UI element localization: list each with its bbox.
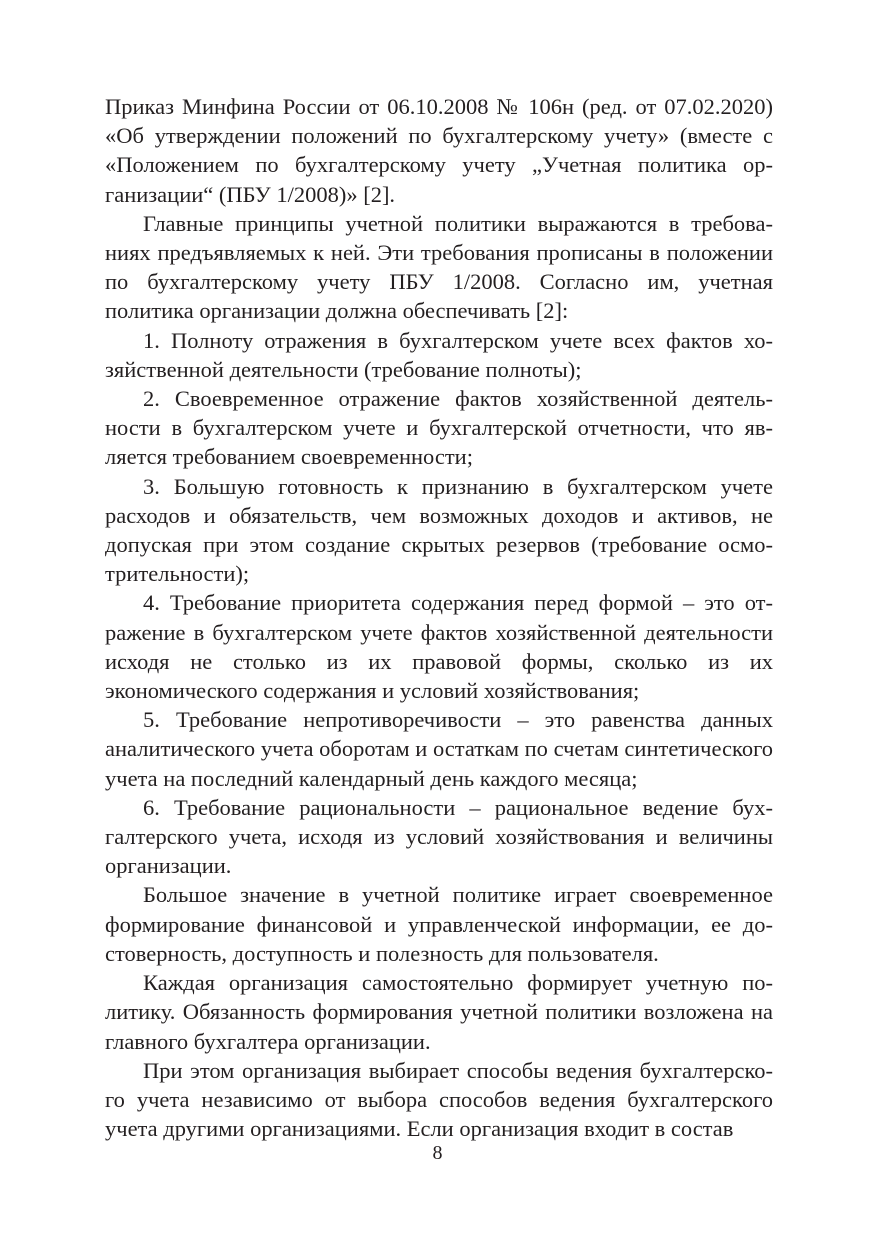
paragraph-responsibility: Каждая организация самостоятельно формирует учетную политику. Обязанность формирования учетной политики возложена на главного бухгалтера организации. — [105, 970, 773, 1054]
list-item-prudence: 3. Большую готовность к признанию в бухгалтерском учете расходов и обязательств, чем возможных доходов и активов, не допуская при этом создание скрытых резервов (требование осмотрительности); — [105, 473, 773, 587]
list-item-timeliness: 2. Своевременное отражение фактов хозяйственной деятельности в бухгалтерском учете и бухгалтерской отчетности, что является требованием своевременности; — [105, 386, 773, 470]
body-text — [105, 92, 773, 1143]
paragraph-method-choice: При этом организация выбирает способы ведения бухгалтерского учета независимо от выбора способов ведения бухгалтерского учета другими организациями. Если организация входит в состав — [105, 1057, 773, 1142]
paragraph-information-importance: Большое значение в учетной политике играет своевременное формирование финансовой и управленческой информации, ее достоверность, доступность и полезность для пользователя. — [105, 882, 773, 966]
paragraph-principles-intro: Главные принципы учетной политики выражаются в требованиях предъявляемых к ней. Эти требования прописаны в положении по бухгалтерскому учету ПБУ 1/2008. Согласно им, учетная политика организации должна обеспечивать [2]: — [105, 210, 773, 324]
paragraph-citation: Приказ Минфина России от 06.10.2008 № 106н (ред. от 07.02.2020) «Об утверждении положений по бухгалтерскому учету» (вместе с «Положением по бухгалтерскому учету „Учетная политика организации“ (ПБУ 1/2008)» [2]. — [105, 94, 773, 207]
page-number: 8 — [432, 1142, 443, 1164]
list-item-completeness: 1. Полноту отражения в бухгалтерском учете всех фактов хозяйственной деятельности (требование полноты); — [105, 327, 773, 382]
list-item-consistency: 5. Требование непротиворечивости – это равенства данных аналитического учета оборотам и остаткам по счетам синтетического учета на последний календарный день каждого месяца; — [105, 707, 773, 791]
list-item-substance-over-form: 4. Требование приоритета содержания перед формой – это отражение в бухгалтерском учете фактов хозяйственной деятельности исходя не столько из их правовой формы, сколько из их экономического содержания и условий хозяйствования; — [105, 590, 773, 704]
list-item-rationality: 6. Требование рациональности – рациональное ведение бухгалтерского учета, исходя из условий хозяйствования и величины организации. — [105, 794, 773, 879]
